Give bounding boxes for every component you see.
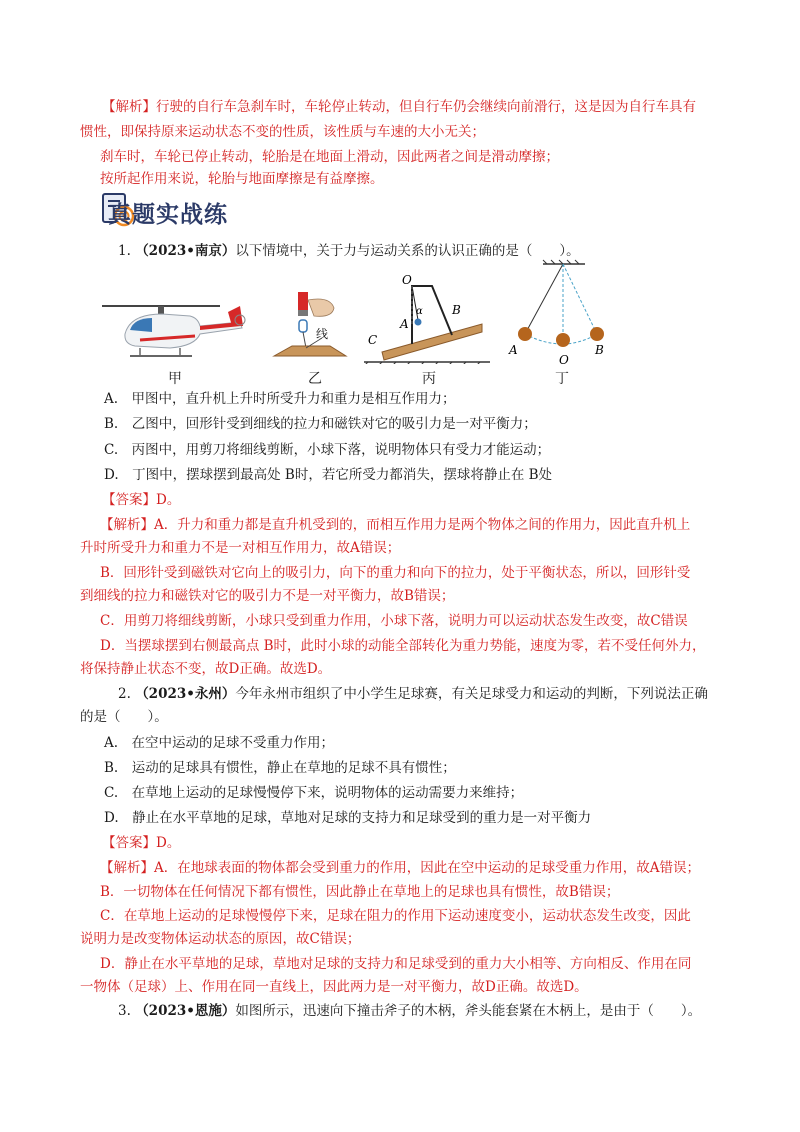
intro-analysis-line-3: 刹车时，车轮已停止转动，轮胎是在地面上滑动，因此两者之间是滑动摩擦；	[100, 149, 559, 165]
q2-analysis-line-1: 【解析】A．在地球表面的物体都会受到重力的作用，因此在空中运动的足球受重力作用，故A错误；	[100, 860, 700, 876]
q2-analysis-line-2: B．一切物体在任何情况下都有惯性，因此静止在草地上的足球也具有惯性，故B错误；	[100, 884, 620, 900]
q2-analysis-line-3: C．在草地上运动的足球慢慢停下来，足球在阻力的作用下运动速度变小，运动状态发生改变，因此	[100, 908, 691, 924]
question-source: （2023•恩施）	[135, 1003, 236, 1019]
intro-analysis-line-1	[102, 97, 696, 117]
q2-option-c: C. 在草地上运动的足球慢慢停下来，说明物体的运动需要力来维持；	[104, 785, 524, 801]
incline-pendulum-figure	[362, 262, 492, 364]
thread-label: 线	[316, 327, 329, 341]
q1-answer: 【答案】D。	[102, 492, 181, 508]
pendulum-b-label: B	[595, 343, 604, 357]
point-c-label: C	[368, 333, 378, 347]
point-b-label: B	[452, 303, 461, 317]
q1-analysis-line-5: C．用剪刀将细线剪断，小球只受到重力作用，小球下落，说明力可以运动状态发生改变，故C错误	[100, 613, 688, 629]
magnet-clip-figure	[270, 286, 350, 364]
helicopter-figure	[100, 296, 250, 362]
q1-analysis-line-6: D．当摆球摆到右侧最高点 B时，此时小球的动能全部转化为重力势能，速度为零，若不受任何外力，	[100, 638, 706, 654]
intro-text-1: 行驶的自行车急刹车时，车轮停止转动，但自行车仍会继续向前滑行，这是因为自行车具有	[156, 99, 696, 115]
q1-analysis-line-4: 到细线的拉力和磁铁对它的吸引力不是一对平衡力，故B错误；	[80, 588, 455, 604]
q2-answer: 【答案】D。	[102, 835, 181, 851]
q1-analysis-line-3: B．回形针受到磁铁对它向上的吸引力，向下的重力和向下的拉力，处于平衡状态，所以，回形针受	[100, 565, 691, 581]
question-number: 2.	[118, 686, 131, 702]
question-number: 1.	[118, 243, 131, 259]
question-number: 3.	[118, 1003, 131, 1019]
q1-option-a: A. 甲图中，直升机上升时所受升力和重力是相互作用力；	[104, 391, 456, 407]
q2-stem-line-2: 的是（ ）。	[80, 709, 168, 725]
q2-analysis-line-5: D．静止在水平草地的足球，草地对足球的支持力和足球受到的重力大小相等、方向相反、作用在同	[100, 956, 692, 972]
angle-alpha-label: α	[416, 306, 423, 317]
figure-label-bing: 丙	[422, 371, 436, 387]
q2-option-a: A. 在空中运动的足球不受重力作用；	[104, 735, 335, 751]
intro-analysis-line-2: 惯性，即保持原来运动状态不变的性质，该性质与车速的大小无关；	[80, 124, 485, 140]
question-text: 以下情境中，关于力与运动关系的认识正确的是（ ）。	[235, 243, 580, 259]
figure-label-yi: 乙	[308, 371, 322, 387]
pendulum-a-label: A	[509, 343, 518, 357]
q3-stem	[118, 1001, 701, 1021]
point-a-label: A	[400, 317, 409, 331]
q2-analysis-line-6: 一物体（足球）上、作用在同一直线上，因此两力是一对平衡力，故D正确。故选D。	[80, 979, 588, 995]
question-source: （2023•南京）	[135, 243, 236, 259]
analysis-tag: 【解析】	[102, 99, 156, 115]
q1-analysis-line-1: 【解析】A．升力和重力都是直升机受到的，而相互作用力是两个物体之间的作用力，因此直升机上	[100, 517, 691, 533]
question-text: 今年永州市组织了中小学生足球赛，有关足球受力和运动的判断，下列说法正确	[235, 686, 708, 702]
question-source: （2023•永州）	[135, 686, 236, 702]
q1-option-c: C. 丙图中，用剪刀将细线剪断，小球下落，说明物体只有受力才能运动；	[104, 442, 551, 458]
pendulum-o-label: O	[559, 353, 569, 366]
question-text: 如图所示，迅速向下撞击斧子的木柄，斧头能套紧在木柄上，是由于（ ）。	[235, 1003, 702, 1019]
point-o-label: O	[402, 273, 412, 287]
q1-analysis-line-7: 将保持静止状态不变，故D正确。故选D。	[80, 661, 332, 677]
section-title: 真题实战练	[108, 202, 228, 228]
q1-analysis-line-2: 升时所受升力和重力不是一对相互作用力，故A错误；	[80, 540, 401, 556]
q2-stem-line-1	[118, 684, 708, 704]
intro-analysis-line-4: 按所起作用来说，轮胎与地面摩擦是有益摩擦。	[100, 171, 384, 187]
figure-label-jia: 甲	[168, 371, 182, 387]
q1-option-d: D. 丁图中，摆球摆到最高处 B时，若它所受力都消失，摆球将静止在 B处	[104, 467, 553, 483]
swing-pendulum-figure	[505, 258, 615, 366]
figure-label-ding: 丁	[555, 371, 569, 387]
q2-option-d: D. 静止在水平草地的足球，草地对足球的支持力和足球受到的重力是一对平衡力	[104, 810, 592, 826]
q2-analysis-line-4: 说明力是改变物体运动状态的原因，故C错误；	[80, 931, 361, 947]
q1-option-b: B. 乙图中，回形针受到细线的拉力和磁铁对它的吸引力是一对平衡力；	[104, 416, 537, 432]
q2-option-b: B. 运动的足球具有惯性，静止在草地的足球不具有惯性；	[104, 760, 456, 776]
